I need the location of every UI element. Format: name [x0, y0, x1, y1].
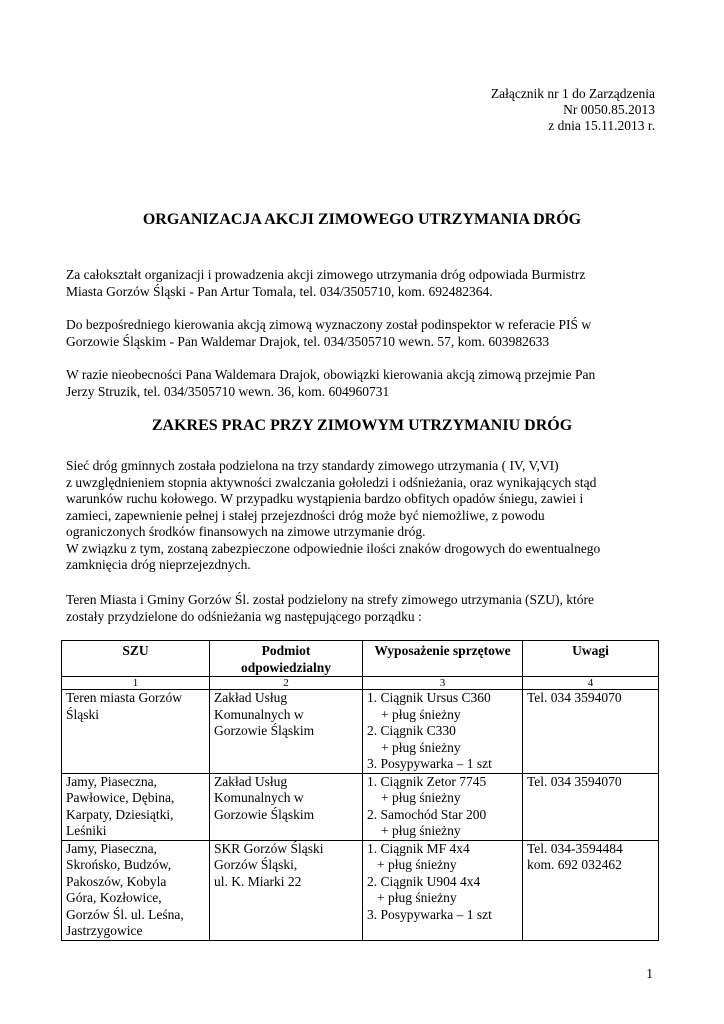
text-line: Teren Miasta i Gminy Gorzów Śl. został podzielony na strefy zimowego utrzymania (SZU), które [66, 592, 595, 607]
cell-line: Jamy, Piaseczna, [66, 840, 157, 856]
cell-uwagi [523, 773, 659, 840]
cell-line: Tel. 034 3594070 [527, 690, 622, 705]
attachment-header [491, 86, 655, 134]
text-line: zamknięcia dróg nieprzejezdnych. [66, 557, 251, 572]
cell-line: Tel. 034 3594070 [527, 773, 622, 789]
page-number: 1 [646, 966, 653, 981]
paragraph-standardy [66, 458, 666, 574]
section-title: ZAKRES PRAC PRZY ZIMOWYM UTRZYMANIU DRÓG [151, 417, 573, 434]
cell-sprzet [363, 840, 523, 940]
header-line: z dnia 15.11.2013 r. [548, 118, 655, 133]
cell-sprzet [363, 773, 523, 840]
column-number: 4 [523, 677, 659, 690]
cell-line: + pług śnieżny [377, 890, 457, 905]
cell-podmiot [210, 690, 363, 774]
cell-uwagi [523, 840, 659, 940]
header-szu: SZU [62, 641, 210, 677]
text-line: W związku z tym, zostaną zabezpieczone odpowiednie ilości znaków drogowych do ewentualnego [66, 540, 601, 556]
header-podmiot [210, 641, 363, 677]
text-line: Gorzowie Śląskim - Pan Waldemar Drajok, tel. 034/3505710 wewn. 57, kom. 603982633 [66, 333, 550, 349]
column-number: 3 [363, 677, 523, 690]
header-podmiot-line: Podmiot [261, 643, 311, 658]
cell-line: Jastrzygowice [66, 923, 143, 938]
text-line: W razie nieobecności Pana Waldemara Drajok, obowiązki kierowania akcją zimową przejmie Pan [66, 367, 596, 382]
cell-line: + pług śnieżny [381, 739, 461, 755]
cell-line: + pług śnieżny [381, 790, 461, 805]
text-line: zamieci, zapewnienie pełnej i stałej przejezdności dróg może być niemożliwe, z powodu [66, 507, 545, 523]
paragraph-zastepca [66, 367, 666, 400]
header-line: Nr 0050.85.2013 [563, 102, 655, 117]
cell-line: + pług śnieżny [381, 706, 461, 722]
cell-line: Gorzowie Śląskim [214, 806, 315, 822]
text-line: Jerzy Struzik, tel. 034/3505710 wewn. 36, kom. 604960731 [66, 383, 390, 399]
cell-line: Góra, Kozłowice, [66, 890, 162, 905]
cell-line: + pług śnieżny [377, 857, 457, 872]
header-uwagi: Uwagi [523, 641, 659, 677]
header-wyposazenie: Wyposażenie sprzętowe [363, 641, 523, 677]
column-number: 2 [210, 677, 363, 690]
cell-line: Komunalnych w [214, 706, 304, 722]
table-header-row [62, 641, 659, 677]
cell-line: 3. Posypywarka – 1 szt [367, 906, 492, 922]
table-row [62, 773, 659, 840]
main-title: ORGANIZACJA AKCJI ZIMOWEGO UTRZYMANIA DRÓG [142, 211, 582, 228]
cell-line: Gorzów Śląski, [214, 857, 298, 872]
text-line: zostały przydzielone do odśnieżania wg następującego porządku : [66, 608, 422, 624]
cell-line: Karpaty, Dziesiątki, [66, 806, 174, 822]
text-line: z uwzględnieniem stopnia aktywności zwalczania gołoledzi i odśnieżania, oraz wynikających stąd [66, 474, 597, 490]
cell-line: Pakoszów, Kobyla [66, 873, 167, 889]
header-line: Załącznik nr 1 do Zarządzenia [490, 86, 655, 101]
cell-szu [62, 840, 210, 940]
cell-line: 2. Ciągnik U904 4x4 [367, 873, 481, 889]
paragraph-kierownik [66, 317, 666, 350]
cell-uwagi [523, 690, 659, 774]
cell-szu [62, 690, 210, 774]
cell-line: Zakład Usług [214, 773, 288, 789]
cell-szu [62, 773, 210, 840]
cell-line: SKR Gorzów Śląski [214, 840, 324, 856]
cell-line: 1. Ciągnik Ursus C360 [367, 690, 491, 705]
text-line: warunków ruchu kołowego. W przypadku wystąpienia bardzo obfitych opadów śniegu, zawiei i [66, 491, 584, 506]
cell-sprzet [363, 690, 523, 774]
cell-line: Pawłowice, Dębina, [66, 790, 175, 805]
cell-line: Zakład Usług [214, 690, 288, 705]
cell-line: Tel. 034-3594484 [527, 840, 623, 856]
cell-line: + pług śnieżny [381, 823, 461, 838]
cell-podmiot [210, 840, 363, 940]
cell-line: ul. K. Miarki 22 [214, 873, 302, 889]
table-row [62, 840, 659, 940]
cell-line: kom. 692 032462 [527, 857, 622, 872]
text-line: Miasta Gorzów Śląski - Pan Artur Tomala, tel. 034/3505710, kom. 692482364. [66, 283, 493, 299]
cell-line: Śląski [66, 706, 100, 722]
paragraph-burmistrz [66, 267, 666, 300]
text-line: ograniczonych środków finansowych na zimowe utrzymanie dróg. [66, 524, 426, 539]
text-line: Za całokształt organizacji i prowadzenia akcji zimowego utrzymania dróg odpowiada Burmistrz [66, 267, 586, 282]
cell-line: Gorzowie Śląskim [214, 723, 315, 738]
paragraph-strefy [66, 592, 666, 625]
cell-line: 3. Posypywarka – 1 szt [367, 756, 492, 771]
szu-table [61, 640, 659, 941]
cell-line: Skrońsko, Budzów, [66, 857, 172, 872]
cell-line: Gorzów Śl. ul. Leśna, [66, 906, 184, 922]
column-number: 1 [62, 677, 210, 690]
text-line: Do bezpośredniego kierowania akcją zimową wyznaczony został podinspektor w referacie PIŚ w [66, 317, 592, 332]
header-podmiot-line: odpowiedzialny [240, 659, 332, 675]
cell-line: 2. Ciągnik C330 [367, 723, 456, 738]
cell-podmiot [210, 773, 363, 840]
cell-line: Jamy, Piaseczna, [66, 773, 157, 789]
cell-line: Komunalnych w [214, 790, 304, 805]
cell-line: 1. Ciągnik Zetor 7745 [367, 773, 487, 789]
cell-line: Leśniki [66, 823, 107, 838]
cell-line: 1. Ciągnik MF 4x4 [367, 840, 470, 856]
cell-line: 2. Samochód Star 200 [367, 806, 487, 822]
table-number-row [62, 677, 659, 690]
cell-line: Teren miasta Gorzów [66, 690, 183, 705]
text-line: Sieć dróg gminnych została podzielona na trzy standardy zimowego utrzymania ( IV, V,VI) [66, 458, 559, 473]
table-row [62, 690, 659, 774]
